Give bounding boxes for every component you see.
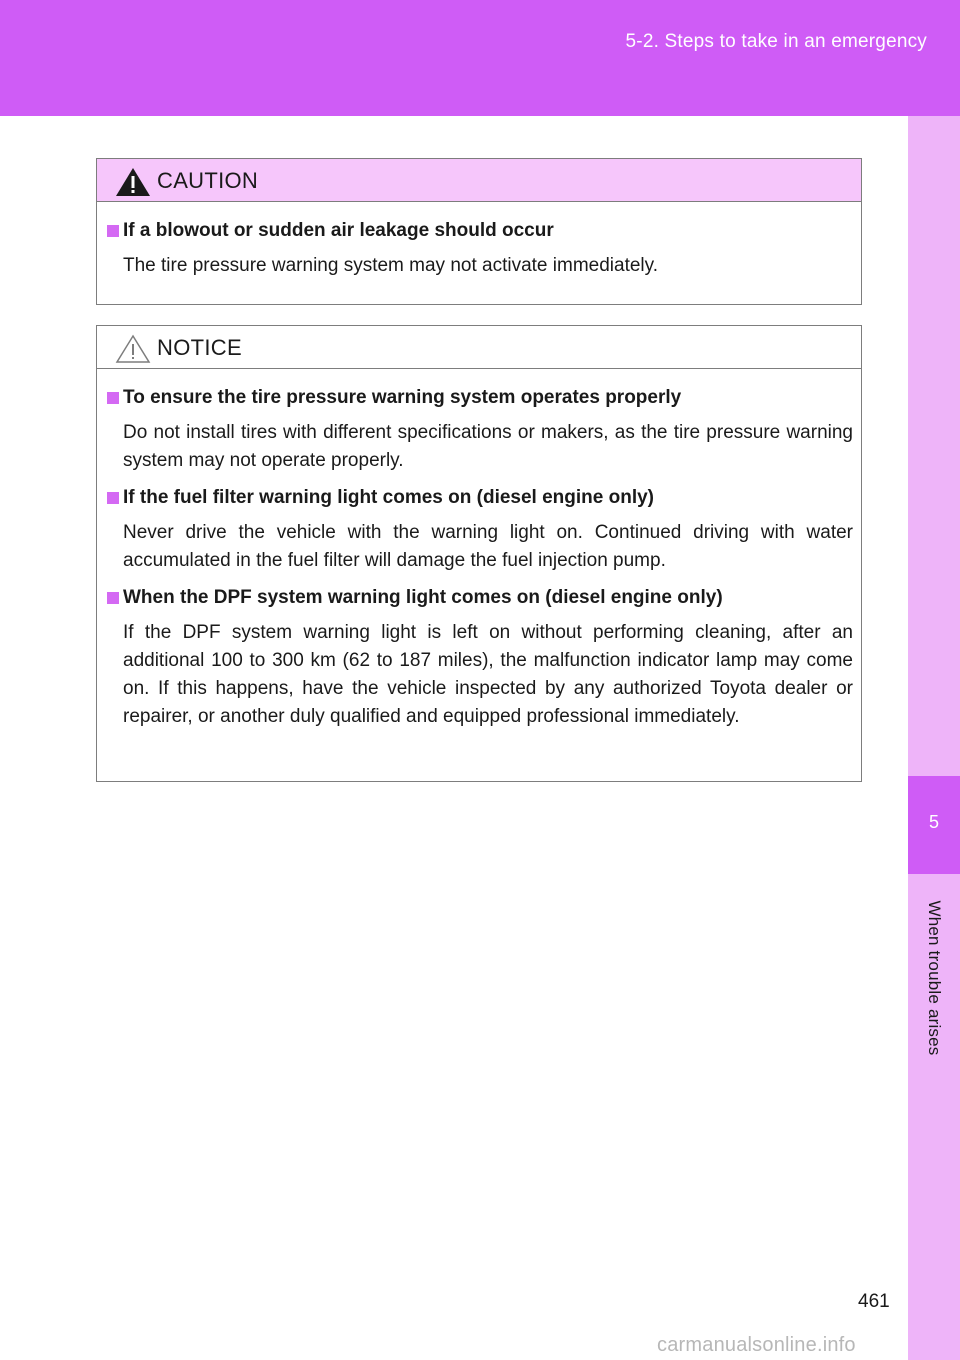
notice-item	[105, 485, 853, 575]
notice-header	[97, 326, 861, 369]
notice-item-title: If the fuel filter warning light comes on (diesel engine only)	[105, 485, 853, 511]
warning-triangle-outline-icon	[115, 334, 151, 364]
notice-body	[97, 369, 861, 761]
caution-header	[97, 159, 861, 202]
notice-item-text: Do not install tires with different specifications or makers, as the tire pressure warning system may not operate properly.	[123, 422, 853, 471]
caution-body	[97, 202, 861, 310]
chapter-title: When trouble arises	[925, 900, 944, 1056]
chapter-side-tab	[908, 116, 960, 1360]
caution-item	[105, 218, 853, 280]
notice-item-text: Never drive the vehicle with the warning light on. Continued driving with water accumulated in the fuel filter will damage the fuel injection pump.	[123, 522, 853, 571]
page-number: 461	[858, 1291, 890, 1312]
notice-item-title: To ensure the tire pressure warning system operates properly	[105, 385, 853, 411]
chapter-number: 5	[928, 812, 939, 832]
section-title: 5-2. Steps to take in an emergency	[625, 31, 927, 52]
site-watermark: carmanualsonline.info	[657, 1334, 856, 1356]
warning-triangle-filled-icon	[115, 167, 151, 197]
notice-box	[96, 325, 862, 782]
notice-item	[105, 385, 853, 475]
caution-item-text: The tire pressure warning system may not activate immediately.	[123, 255, 659, 276]
notice-label: NOTICE	[157, 335, 242, 360]
header-band	[0, 0, 960, 116]
caution-item-title: If a blowout or sudden air leakage should occur	[105, 218, 853, 244]
notice-item-title: When the DPF system warning light comes on (diesel engine only)	[105, 585, 853, 611]
notice-item	[105, 585, 853, 731]
caution-box	[96, 158, 862, 305]
caution-label: CAUTION	[157, 168, 259, 193]
notice-item-text: If the DPF system warning light is left on without performing cleaning, after an additional 100 to 300 km (62 to 187 miles), the malfunction indicator lamp may come on. If this happens, have the vehicle inspected by any authorized Toyota dealer or repairer, or another duly qualified and equipped professional immediately.	[123, 622, 853, 727]
